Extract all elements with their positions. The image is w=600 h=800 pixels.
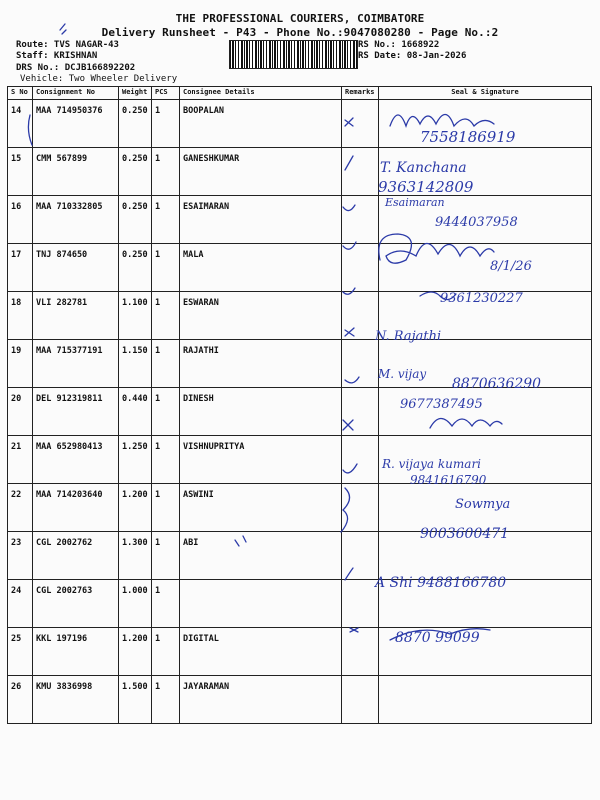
row-signature (379, 484, 592, 532)
row-pcs: 1 (152, 484, 180, 532)
row-sno: 19 (8, 340, 33, 388)
table-row (8, 340, 592, 388)
route-label: Route: TVS NAGAR-43 (16, 40, 119, 50)
col-consignee: Consignee Details (180, 87, 342, 100)
row-signature (379, 388, 592, 436)
row-consignee: ASWINI (180, 484, 342, 532)
row-pcs: 1 (152, 196, 180, 244)
row-pcs: 1 (152, 340, 180, 388)
row-pcs: 1 (152, 580, 180, 628)
row-remarks (342, 196, 379, 244)
row-consignment-no: TNJ 874650 (33, 244, 119, 292)
col-weight: Weight (119, 87, 152, 100)
row-sno: 22 (8, 484, 33, 532)
row-weight: 1.500 (119, 676, 152, 724)
row-consignment-no: KKL 197196 (33, 628, 119, 676)
row-pcs: 1 (152, 628, 180, 676)
row-consignment-no: KMU 3836998 (33, 676, 119, 724)
row-remarks (342, 532, 379, 580)
row-consignee: RAJATHI (180, 340, 342, 388)
row-remarks (342, 388, 379, 436)
row-pcs: 1 (152, 148, 180, 196)
row-pcs: 1 (152, 676, 180, 724)
row-signature (379, 676, 592, 724)
col-signature: Seal & Signature (379, 87, 592, 100)
drs-number: DRS No.: DCJB166892202 (16, 63, 136, 73)
runsheet-table (7, 86, 592, 724)
sig-name-20: M. vijay (378, 367, 427, 381)
sig-date-17: 8/1/26 (490, 259, 532, 274)
sig-phone-21: 9677387495 (400, 397, 483, 412)
row-consignee: ESWARAN (180, 292, 342, 340)
table-row (8, 388, 592, 436)
row-sno: 24 (8, 580, 33, 628)
sig-name-19: N. Rajathi (375, 329, 442, 344)
row-signature (379, 580, 592, 628)
row-signature (379, 628, 592, 676)
row-pcs: 1 (152, 100, 180, 148)
row-consignment-no: VLI 282781 (33, 292, 119, 340)
sig-name-23: Sowmya (455, 497, 511, 512)
row-pcs: 1 (152, 388, 180, 436)
runsheet-subtitle: Delivery Runsheet - P43 - Phone No.:9047080280 - Page No.:2 (101, 26, 499, 39)
row-consignee: VISHNUPRITYA (180, 436, 342, 484)
row-remarks (342, 340, 379, 388)
sig-phone-18: 9361230227 (440, 291, 523, 306)
row-pcs: 1 (152, 436, 180, 484)
row-weight: 1.100 (119, 292, 152, 340)
row-weight: 0.440 (119, 388, 152, 436)
row-consignee: JAYARAMAN (180, 676, 342, 724)
row-remarks (342, 484, 379, 532)
row-weight: 1.250 (119, 436, 152, 484)
row-consignee: BOOPALAN (180, 100, 342, 148)
row-consignee: ESAIMARAN (180, 196, 342, 244)
col-pcs: PCS (152, 87, 180, 100)
table-row (8, 292, 592, 340)
sig-name-15: T. Kanchana (380, 160, 467, 176)
row-consignment-no: CGL 2002763 (33, 580, 119, 628)
sig-phone-24: 9003600471 (420, 526, 510, 542)
row-remarks (342, 292, 379, 340)
row-weight: 1.200 (119, 484, 152, 532)
row-consignee: MALA (180, 244, 342, 292)
row-signature (379, 148, 592, 196)
row-sno: 18 (8, 292, 33, 340)
col-remarks: Remarks (342, 87, 379, 100)
sig-name-16: Esaimaran (385, 196, 445, 209)
row-signature (379, 340, 592, 388)
row-remarks (342, 580, 379, 628)
row-sno: 26 (8, 676, 33, 724)
sig-phone-14: 7558186919 (420, 128, 516, 146)
row-consignee (180, 580, 342, 628)
row-consignment-no: CGL 2002762 (33, 532, 119, 580)
row-consignment-no: MAA 714203640 (33, 484, 119, 532)
row-weight: 0.250 (119, 100, 152, 148)
row-weight: 0.250 (119, 148, 152, 196)
row-signature (379, 292, 592, 340)
row-weight: 1.300 (119, 532, 152, 580)
row-sno: 20 (8, 388, 33, 436)
row-remarks (342, 436, 379, 484)
row-remarks (342, 244, 379, 292)
table-row (8, 628, 592, 676)
table-header-row (8, 87, 592, 100)
row-consignee: DIGITAL (180, 628, 342, 676)
row-remarks (342, 676, 379, 724)
company-title: THE PROFESSIONAL COURIERS, COIMBATORE (175, 12, 425, 25)
sig-phone-22: 9841616790 (410, 473, 487, 487)
row-sno: 14 (8, 100, 33, 148)
row-sno: 23 (8, 532, 33, 580)
row-weight: 0.250 (119, 244, 152, 292)
row-consignee: DINESH (180, 388, 342, 436)
table-row (8, 532, 592, 580)
table-row (8, 580, 592, 628)
row-weight: 1.150 (119, 340, 152, 388)
row-sno: 17 (8, 244, 33, 292)
col-sno: S No (8, 87, 33, 100)
col-consignment: Consignment No (33, 87, 119, 100)
row-signature (379, 436, 592, 484)
row-pcs: 1 (152, 292, 180, 340)
row-consignment-no: CMM 567899 (33, 148, 119, 196)
row-consignment-no: MAA 714950376 (33, 100, 119, 148)
row-weight: 1.200 (119, 628, 152, 676)
row-sno: 21 (8, 436, 33, 484)
row-signature (379, 532, 592, 580)
row-remarks (342, 628, 379, 676)
row-pcs: 1 (152, 244, 180, 292)
staff-label: Staff: KRISHNAN (16, 51, 98, 61)
row-sno: 16 (8, 196, 33, 244)
table-row (8, 436, 592, 484)
table-row (8, 676, 592, 724)
table-row (8, 196, 592, 244)
vehicle-label: Vehicle: Two Wheeler Delivery (20, 74, 178, 84)
row-sno: 25 (8, 628, 33, 676)
table-row (8, 100, 592, 148)
row-pcs: 1 (152, 532, 180, 580)
barcode (229, 40, 358, 69)
table-row (8, 148, 592, 196)
row-consignee: ABI (180, 532, 342, 580)
sig-phone-16: 9444037958 (435, 215, 518, 230)
row-sno: 15 (8, 148, 33, 196)
row-remarks (342, 100, 379, 148)
rs-date: RS Date: 08-Jan-2026 (358, 51, 467, 61)
row-consignment-no: DEL 912319811 (33, 388, 119, 436)
row-consignment-no: MAA 715377191 (33, 340, 119, 388)
row-signature (379, 244, 592, 292)
row-consignment-no: MAA 652980413 (33, 436, 119, 484)
rs-number: RS No.: 1668922 (358, 40, 440, 50)
row-consignee: GANESHKUMAR (180, 148, 342, 196)
sig-phone-26: 8870 99099 (395, 630, 480, 646)
row-signature (379, 196, 592, 244)
sig-phone-15: 9363142809 (378, 178, 474, 196)
row-signature (379, 100, 592, 148)
row-remarks (342, 148, 379, 196)
sig-text-25: A Shi 9488166780 (375, 575, 507, 591)
sig-name-22: R. vijaya kumari (382, 457, 482, 471)
row-weight: 0.250 (119, 196, 152, 244)
table-row (8, 484, 592, 532)
table-row (8, 244, 592, 292)
sig-phone-20: 8870636290 (452, 376, 542, 392)
row-consignment-no: MAA 710332805 (33, 196, 119, 244)
row-weight: 1.000 (119, 580, 152, 628)
